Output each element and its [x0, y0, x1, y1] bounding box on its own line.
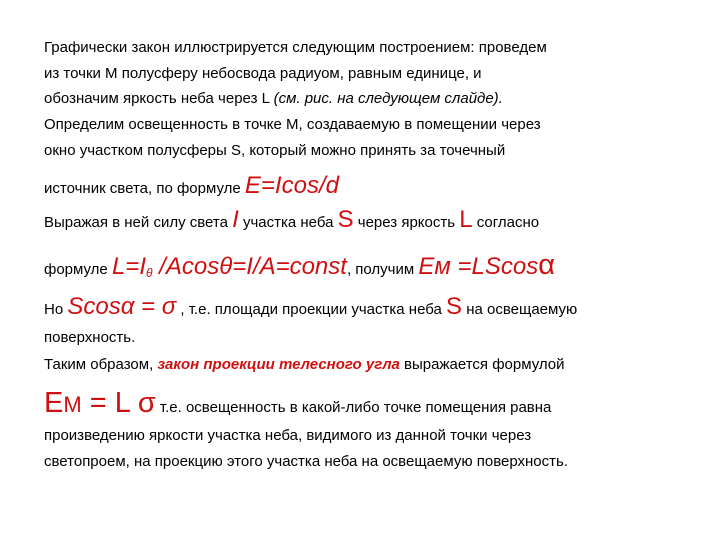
- text-line-1: Графически закон иллюстрируется следующим построением: проведем: [44, 39, 547, 56]
- text-segment: через яркость: [353, 214, 460, 231]
- text-segment: согласно: [472, 214, 540, 231]
- formula-luminance-rest: /Acosθ=I/A=const: [152, 253, 347, 280]
- text-line-3: [44, 91, 503, 106]
- formula-alpha: α: [538, 249, 555, 281]
- formula-em-symbol: E: [44, 387, 64, 419]
- text-line-14: светопроем, на проекцию этого участка неба на освещаемую поверхность.: [44, 453, 569, 470]
- text-line-10: поверхность.: [44, 329, 136, 346]
- symbol-area: S: [337, 206, 354, 233]
- text-line-11: [44, 357, 565, 372]
- law-name: закон проекции телесного угла: [157, 356, 400, 373]
- text-segment: Таким образом,: [44, 356, 158, 373]
- text-line-7: [44, 208, 539, 232]
- text-line-5: окно участком полусферы S, который можно принять за точечный: [44, 142, 506, 159]
- symbol-intensity: I: [232, 206, 239, 233]
- formula-illuminance: E=Icos/d: [244, 172, 339, 199]
- formula-luminance: L=I: [111, 253, 146, 280]
- text-segment: обозначим яркость неба через L: [44, 90, 274, 107]
- figure-reference: (см. рис. на следующем слайде).: [273, 90, 503, 107]
- text-segment: , получим: [346, 261, 419, 278]
- formula-em-rest: = L σ: [81, 387, 156, 419]
- text-segment: т.е. освещенность в какой-либо точке помещения равна: [155, 399, 552, 416]
- text-segment: выражается формулой: [399, 356, 565, 373]
- text-segment: источник света, по формуле: [44, 180, 245, 197]
- text-line-13: произведению яркости участка неба, видимого из данной точки через: [44, 427, 532, 444]
- text-segment: на освещаемую: [462, 301, 578, 318]
- text-segment: Но: [44, 301, 68, 318]
- formula-sigma: Scosα = σ: [67, 293, 177, 320]
- text-segment: формуле: [44, 261, 112, 278]
- text-line-2: из точки М полусферу небосвода радиуом, равным единице, и: [44, 65, 482, 82]
- text-line-6: [44, 174, 339, 198]
- text-line-12: [44, 389, 551, 418]
- symbol-area: S: [446, 293, 463, 320]
- text-line-8: [44, 251, 555, 280]
- text-line-9: [44, 295, 577, 319]
- text-line-4: Определим освещенность в точке М, создаваемую в помещении через: [44, 116, 541, 133]
- text-segment: , т.е. площади проекции участка неба: [176, 301, 447, 318]
- formula-em-subscript: M: [63, 392, 82, 417]
- formula-subscript: θ: [145, 266, 153, 280]
- text-segment: участка неба: [238, 214, 338, 231]
- symbol-luminance: L: [459, 206, 473, 233]
- text-segment: Выражая в ней силу света: [44, 214, 233, 231]
- formula-em: Eм =LScos: [418, 253, 539, 280]
